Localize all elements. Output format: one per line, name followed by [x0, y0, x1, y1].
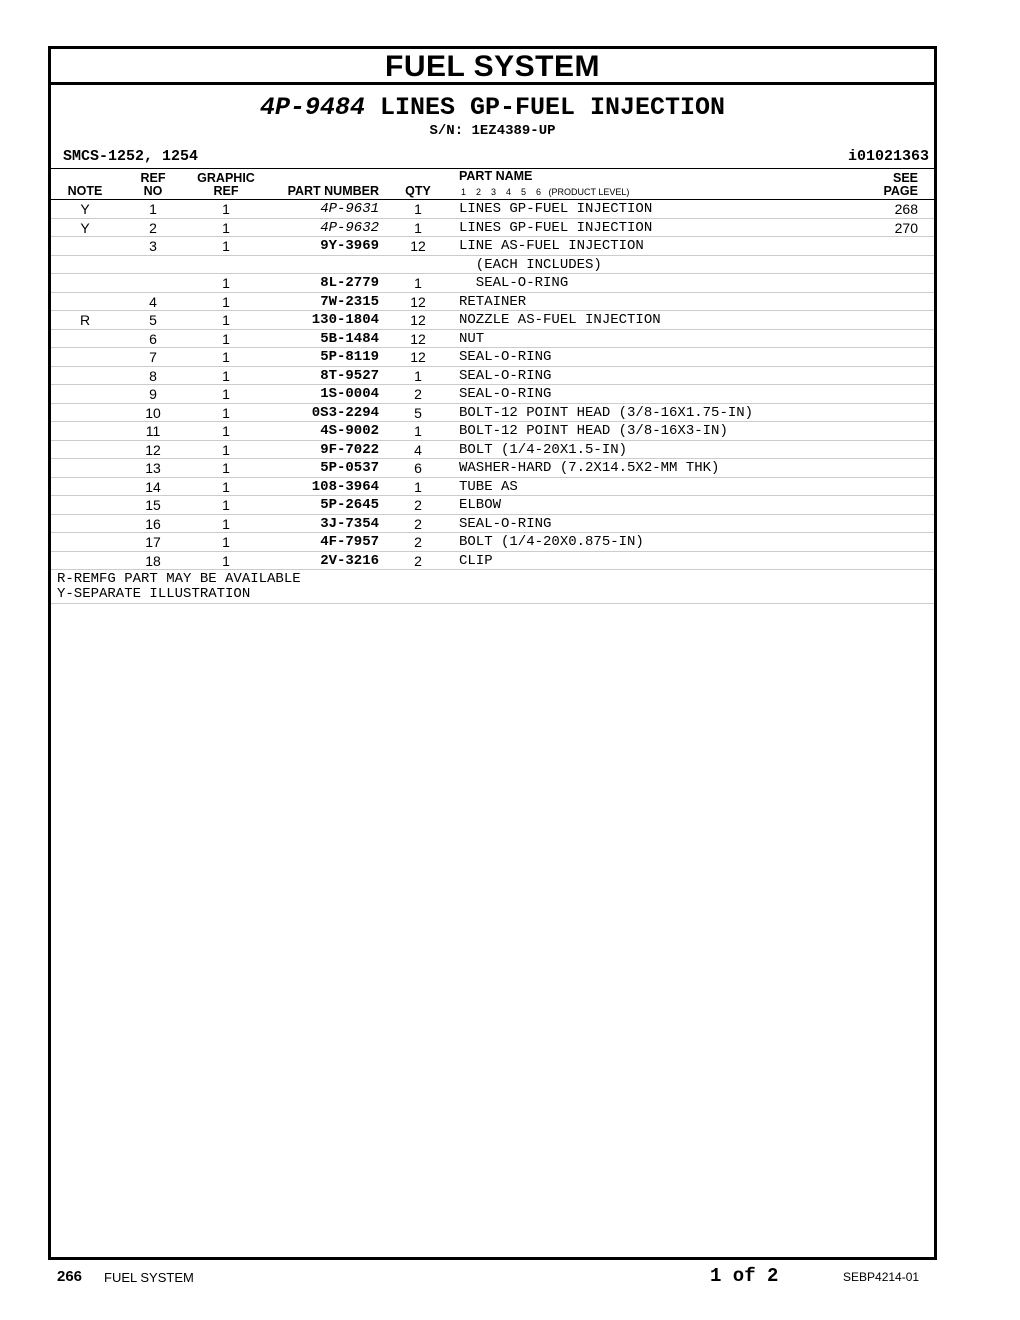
- part-name-cell: BOLT (1/4-20X0.875-IN): [459, 534, 644, 550]
- graphic-ref-cell: 1: [222, 386, 230, 402]
- ref-no-cell: 17: [145, 534, 161, 550]
- col-see-2: PAGE: [883, 184, 918, 198]
- part-name-cell: SEAL-O-RING: [459, 515, 552, 532]
- col-qty: QTY: [405, 184, 431, 198]
- ref-no-cell: 3: [149, 238, 157, 254]
- part-number-cell: 5P-0537: [320, 460, 379, 476]
- note-cell: Y: [80, 201, 90, 217]
- graphic-ref-cell: 1: [222, 367, 230, 384]
- footer-page-of: 1 of 2: [710, 1265, 779, 1287]
- col-note: NOTE: [67, 184, 103, 198]
- qty-cell: 1: [414, 275, 422, 291]
- part-name-cell: WASHER-HARD (7.2X14.5X2-MM THK): [459, 460, 720, 476]
- table-row: [51, 200, 934, 219]
- table-row: [51, 348, 934, 367]
- part-name-cell: NOZZLE AS-FUEL INJECTION: [459, 312, 661, 328]
- legend-remfg: R-REMFG PART MAY BE AVAILABLE: [57, 571, 301, 587]
- parts-table-body: [51, 200, 934, 570]
- col-see-1: SEE: [892, 171, 918, 185]
- part-name-cell: LINES GP-FUEL INJECTION: [459, 219, 653, 236]
- part-number-cell: 9Y-3969: [320, 238, 379, 254]
- table-row: [51, 459, 934, 478]
- ref-no-cell: 11: [145, 423, 161, 439]
- ref-no-cell: 1: [149, 201, 157, 217]
- group-part-number: 4P-9484: [259, 93, 365, 122]
- note-cell: Y: [80, 219, 90, 236]
- group-name: LINES GP-FUEL INJECTION: [379, 93, 726, 122]
- graphic-ref-cell: 1: [222, 478, 230, 495]
- part-number-cell: 5P-8119: [320, 349, 379, 365]
- qty-cell: 2: [414, 386, 422, 402]
- see-page-cell: 270: [894, 219, 918, 236]
- qty-cell: 2: [414, 534, 422, 550]
- ref-no-cell: 18: [145, 552, 161, 569]
- ref-no-cell: 9: [149, 386, 157, 402]
- table-row: [51, 237, 934, 256]
- part-name-cell: SEAL-O-RING: [459, 386, 552, 402]
- ref-no-cell: 14: [145, 478, 161, 495]
- qty-cell: 1: [414, 423, 422, 439]
- qty-cell: 1: [414, 367, 422, 384]
- table-row: [51, 533, 934, 552]
- part-number-cell: 3J-7354: [320, 515, 379, 532]
- part-number-cell: 4P-9631: [320, 201, 379, 217]
- smcs-codes: SMCS-1252, 1254: [63, 148, 199, 165]
- graphic-ref-cell: 1: [222, 460, 230, 476]
- table-row: [51, 256, 934, 275]
- qty-cell: 12: [410, 312, 426, 328]
- graphic-ref-cell: 1: [222, 349, 230, 365]
- part-number-cell: 4F-7957: [320, 534, 379, 550]
- table-row: [51, 293, 934, 312]
- part-number-cell: 4S-9002: [320, 423, 379, 439]
- parts-page-frame: [48, 46, 937, 1260]
- table-row: [51, 441, 934, 460]
- table-row: [51, 385, 934, 404]
- part-name-cell: NUT: [459, 330, 485, 347]
- qty-cell: 12: [410, 330, 426, 347]
- qty-cell: 1: [414, 478, 422, 495]
- table-row: [51, 219, 934, 238]
- part-name-cell: RETAINER: [459, 293, 527, 310]
- part-name-cell: (EACH INCLUDES): [459, 256, 602, 273]
- ref-no-cell: 6: [149, 330, 157, 347]
- table-row: [51, 330, 934, 349]
- graphic-ref-cell: 1: [222, 497, 230, 513]
- graphic-ref-cell: 1: [222, 275, 230, 291]
- part-number-cell: 5P-2645: [320, 497, 379, 513]
- table-row: [51, 311, 934, 330]
- ref-no-cell: 5: [149, 312, 157, 328]
- table-row: [51, 478, 934, 497]
- graphic-ref-cell: 1: [222, 404, 230, 421]
- col-ref-1: REF: [140, 171, 166, 185]
- footer-doc-id: SEBP4214-01: [843, 1270, 920, 1284]
- footer-page-number: 266: [57, 1268, 83, 1285]
- serial-range: S/N: 1EZ4389-UP: [429, 123, 556, 139]
- table-row: [51, 496, 934, 515]
- qty-cell: 1: [414, 201, 422, 217]
- graphic-ref-cell: 1: [222, 552, 230, 569]
- part-number-cell: 0S3-2294: [311, 404, 379, 421]
- part-name-cell: LINES GP-FUEL INJECTION: [459, 201, 653, 217]
- part-number-cell: 2V-3216: [320, 552, 379, 569]
- graphic-ref-cell: 1: [222, 219, 230, 236]
- ref-no-cell: 2: [149, 219, 157, 236]
- page-footer: [0, 1265, 1020, 1289]
- graphic-ref-cell: 1: [222, 312, 230, 328]
- qty-cell: 1: [414, 219, 422, 236]
- table-row: [51, 367, 934, 386]
- legend: [51, 570, 934, 604]
- part-name-cell: CLIP: [459, 552, 493, 569]
- qty-cell: 12: [410, 349, 426, 365]
- table-header: [51, 169, 934, 200]
- ref-no-cell: 4: [149, 293, 157, 310]
- see-page-cell: 268: [894, 201, 918, 217]
- part-number-cell: 8L-2779: [320, 275, 379, 291]
- part-name-cell: SEAL-O-RING: [459, 367, 552, 384]
- ref-no-cell: 13: [145, 460, 161, 476]
- ref-no-cell: 15: [145, 497, 161, 513]
- graphic-ref-cell: 1: [222, 238, 230, 254]
- part-name-cell: LINE AS-FUEL INJECTION: [459, 238, 644, 254]
- col-ref-2: NO: [143, 184, 163, 198]
- col-part-name: PART NAME: [459, 169, 533, 183]
- ref-no-cell: 10: [145, 404, 161, 421]
- group-title: [51, 93, 934, 123]
- graphic-ref-cell: 1: [222, 330, 230, 347]
- qty-cell: 12: [410, 293, 426, 310]
- part-name-cell: BOLT-12 POINT HEAD (3/8-16X3-IN): [459, 423, 728, 439]
- part-number-cell: 8T-9527: [320, 367, 379, 384]
- ref-no-cell: 12: [145, 441, 161, 458]
- part-name-cell: BOLT-12 POINT HEAD (3/8-16X1.75-IN): [459, 404, 754, 421]
- part-name-cell: SEAL-O-RING: [459, 275, 569, 291]
- graphic-ref-cell: 1: [222, 441, 230, 458]
- graphic-ref-cell: 1: [222, 201, 230, 217]
- qty-cell: 6: [414, 460, 422, 476]
- legend-separate: Y-SEPARATE ILLUSTRATION: [57, 586, 251, 602]
- table-row: [51, 422, 934, 441]
- part-number-cell: 130-1804: [311, 312, 379, 328]
- part-name-cell: ELBOW: [459, 497, 502, 513]
- part-name-cell: BOLT (1/4-20X1.5-IN): [459, 441, 628, 458]
- part-number-cell: 7W-2315: [320, 293, 379, 310]
- footer-section: FUEL SYSTEM: [104, 1270, 194, 1285]
- table-row: [51, 404, 934, 423]
- part-number-cell: 1S-0004: [320, 386, 379, 402]
- ref-no-cell: 7: [149, 349, 157, 365]
- qty-cell: 5: [414, 404, 422, 421]
- graphic-ref-cell: 1: [222, 293, 230, 310]
- col-graphic-2: REF: [213, 184, 239, 198]
- qty-cell: 4: [414, 441, 422, 458]
- graphic-ref-cell: 1: [222, 515, 230, 532]
- part-name-cell: SEAL-O-RING: [459, 349, 552, 365]
- qty-cell: 2: [414, 515, 422, 532]
- col-graphic-1: GRAPHIC: [197, 171, 255, 185]
- part-name-cell: TUBE AS: [459, 478, 518, 495]
- part-number-cell: 4P-9632: [320, 219, 379, 236]
- col-product-level: 1 2 3 4 5 6 (PRODUCT LEVEL): [461, 187, 630, 197]
- part-number-cell: 108-3964: [311, 478, 379, 495]
- table-row: [51, 274, 934, 293]
- graphic-ref-cell: 1: [222, 534, 230, 550]
- part-number-cell: 5B-1484: [320, 330, 379, 347]
- table-row: [51, 515, 934, 534]
- ref-no-cell: 8: [149, 367, 157, 384]
- page-title: FUEL SYSTEM: [51, 49, 934, 85]
- illustration-id: i01021363: [847, 148, 929, 165]
- qty-cell: 2: [414, 497, 422, 513]
- qty-cell: 2: [414, 552, 422, 569]
- note-cell: R: [79, 312, 91, 328]
- table-row: [51, 552, 934, 571]
- smcs-row: [51, 148, 934, 169]
- graphic-ref-cell: 1: [222, 423, 230, 439]
- ref-no-cell: 16: [145, 515, 161, 532]
- part-number-cell: 9F-7022: [320, 441, 379, 458]
- qty-cell: 12: [410, 238, 426, 254]
- col-part-number: PART NUMBER: [287, 184, 379, 198]
